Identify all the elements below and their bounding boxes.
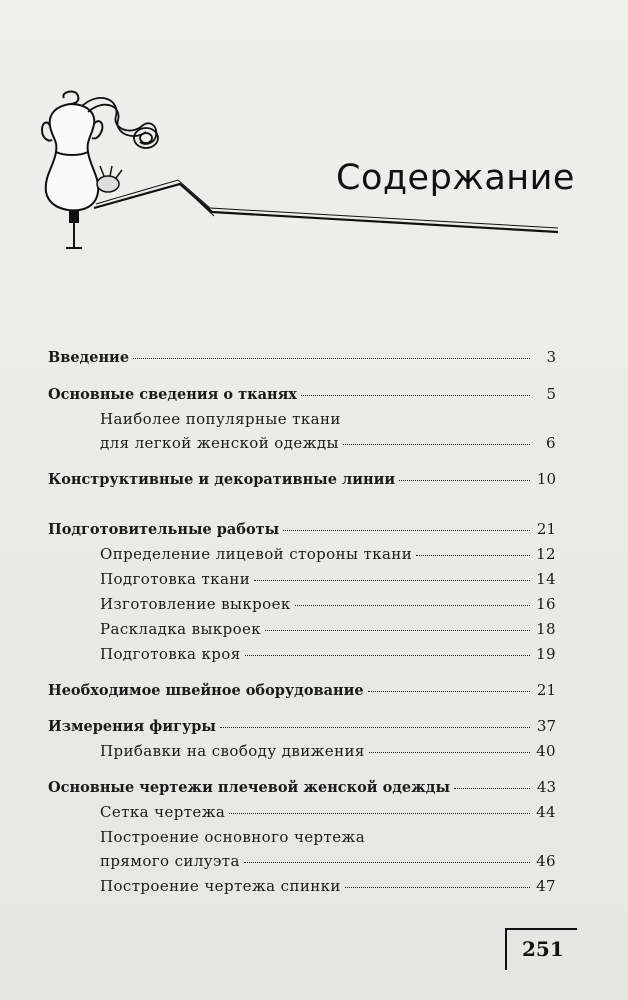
dot-leader: [399, 480, 530, 481]
toc-entry[interactable]: [48, 681, 556, 705]
toc-entry[interactable]: [100, 620, 556, 644]
toc-entry-label: Основные сведения о тканях: [48, 386, 297, 403]
toc-entry[interactable]: [100, 595, 556, 619]
toc-entry[interactable]: [48, 520, 556, 544]
toc-entry-label: Изготовление выкроек: [100, 595, 291, 613]
dot-leader: [245, 655, 530, 656]
toc-entry-label: Сетка чертежа: [100, 803, 226, 821]
page-number: 251: [522, 937, 564, 961]
toc-entry[interactable]: [48, 470, 556, 494]
dot-leader: [454, 788, 530, 789]
toc-entry-page: 16: [536, 595, 556, 613]
toc-entry-page: 46: [536, 852, 556, 870]
toc-entry-page: 40: [536, 742, 556, 760]
toc-entry-label: Необходимое швейное оборудование: [48, 682, 364, 699]
toc-entry-label: Определение лицевой стороны ткани: [100, 545, 413, 563]
toc-entry-label: Прибавки на свободу движения: [100, 742, 365, 760]
toc-entry[interactable]: [48, 385, 556, 409]
toc-entry[interactable]: [100, 570, 556, 594]
toc-entry-page: 44: [536, 803, 556, 821]
dot-leader: [368, 691, 530, 692]
toc-entry[interactable]: [100, 742, 556, 766]
dot-leader: [283, 530, 530, 531]
toc-entry-page: 3: [546, 348, 556, 366]
dot-leader: [343, 444, 530, 445]
dot-leader: [229, 813, 530, 814]
toc-entry[interactable]: [100, 877, 556, 901]
toc-entry-page: 10: [536, 470, 556, 488]
toc-entry-page: 12: [536, 545, 556, 563]
toc-entry[interactable]: [48, 348, 556, 372]
toc-entry-label: Подготовка ткани: [100, 570, 251, 588]
dot-leader: [254, 580, 530, 581]
toc-entry-label: Измерения фигуры: [48, 718, 216, 735]
toc-entry-page: 6: [546, 434, 556, 452]
dot-leader: [369, 752, 530, 753]
toc-entry-page: 21: [536, 520, 556, 538]
toc-entry-page: 18: [536, 620, 556, 638]
toc-entry-label: Конструктивные и декоративные линии: [48, 471, 396, 488]
toc-entry-label-line1: Наиболее популярные ткани: [100, 410, 341, 428]
dot-leader: [244, 862, 530, 863]
toc-entry-page: 14: [536, 570, 556, 588]
toc-entry-page: 5: [546, 385, 556, 403]
toc-entry[interactable]: [100, 545, 556, 569]
dot-leader: [220, 727, 530, 728]
dot-leader: [133, 358, 530, 359]
toc-entry-label: Раскладка выкроек: [100, 620, 262, 638]
toc-entry[interactable]: [48, 778, 556, 802]
toc-entry-page: 43: [536, 778, 556, 796]
toc-entry-label: для легкой женской одежды: [100, 434, 339, 452]
toc-entry-page: 21: [536, 681, 556, 699]
toc-entry-page: 19: [536, 645, 556, 663]
dot-leader: [416, 555, 530, 556]
toc-entry[interactable]: [100, 803, 556, 827]
toc-entry[interactable]: [48, 717, 556, 741]
dot-leader: [345, 887, 530, 888]
toc-entry-label: Построение чертежа спинки: [100, 877, 341, 895]
toc-entry-label: Основные чертежи плечевой женской одежды: [48, 779, 450, 796]
toc-entry-page: 37: [536, 717, 556, 735]
toc-entry-page: 47: [536, 877, 556, 895]
toc-entry[interactable]: [100, 434, 556, 458]
toc-entry-label: Подготовка кроя: [100, 645, 241, 663]
dot-leader: [295, 605, 530, 606]
toc-entry[interactable]: [100, 645, 556, 669]
toc-entry[interactable]: [100, 852, 556, 876]
toc-entry-label: прямого силуэта: [100, 852, 240, 870]
toc-entry-label: Подготовительные работы: [48, 521, 280, 538]
toc-entry-label: Введение: [48, 349, 130, 366]
page-title: Содержание: [336, 158, 575, 198]
toc-entry-label-line1: Построение основного чертежа: [100, 828, 366, 846]
dot-leader: [265, 630, 530, 631]
dot-leader: [301, 395, 530, 396]
